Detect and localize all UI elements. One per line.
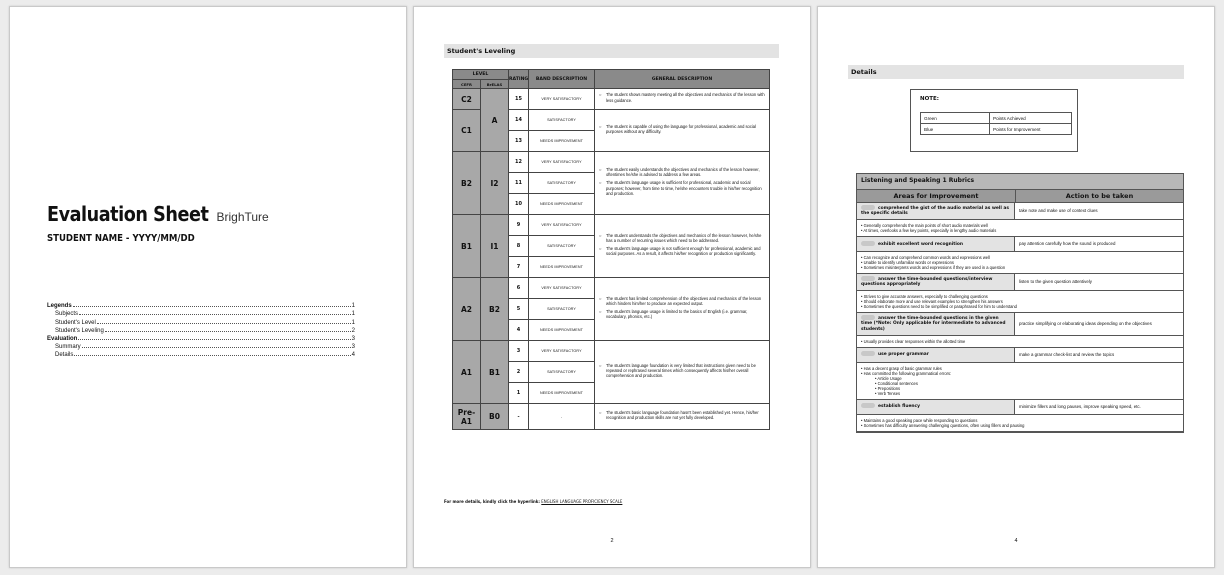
toggle-pill-icon[interactable] (861, 315, 875, 320)
toc-label: Evaluation (47, 335, 78, 342)
rubric-notes (857, 363, 1183, 400)
toggle-pill-icon[interactable] (861, 351, 875, 356)
band-description: VERY SATISFACTORY (529, 89, 595, 110)
rating-value: 7 (509, 257, 529, 278)
brighture-logo: BrighTure (216, 210, 269, 224)
toc-dot-leader (74, 355, 350, 356)
note-bullet: • Has committed the following grammatical errors: (861, 370, 952, 376)
brelas-level: A (481, 89, 509, 152)
note-text: Maintains a good speaking pace while responding to questions (863, 417, 978, 423)
sub-bullet: • Conditional sentences (875, 380, 918, 386)
toggle-pill-icon[interactable] (861, 241, 875, 246)
note-bullet: • Sometimes has difficulty answering challenging questions, often using fillers and pausing (861, 422, 1025, 428)
cefr-level: C1 (453, 110, 481, 152)
band-description: NEEDS IMPROVEMENT (529, 383, 595, 404)
general-description (595, 341, 770, 404)
rating-value: 8 (509, 236, 529, 257)
rating-value: 5 (509, 299, 529, 320)
area-label: use proper grammar (878, 352, 929, 358)
note-text: Strives to give accurate answers, especially to challenging questions (863, 293, 988, 299)
note-text: Has a decent grasp of basic grammar rules (863, 365, 942, 371)
note-title: NOTE: (920, 96, 939, 102)
toggle-pill-icon[interactable] (861, 205, 875, 210)
area-label: establish fluency (878, 404, 921, 410)
rubric-row (857, 237, 1183, 252)
toc-page-number: 3 (351, 335, 355, 342)
page-number: 2 (610, 538, 614, 544)
rating-value: 15 (509, 89, 529, 110)
toc-page-number: 1 (351, 311, 355, 318)
general-description (595, 278, 770, 341)
header-action-to-be-taken: Action to be taken (1065, 192, 1134, 200)
note-bullet: • Generally comprehends the main points of short audio materials well (861, 222, 988, 228)
document-title: Evaluation Sheet (47, 202, 209, 226)
rating-value: 14 (509, 110, 529, 131)
note-text: Usually provides clear responses within the allotted time (863, 338, 966, 344)
table-of-contents (47, 301, 355, 358)
rating-value: 4 (509, 320, 529, 341)
note-text: Unable to identify unfamiliar words or expressions (863, 259, 954, 265)
note-bullet: • Unable to identify unfamiliar words or expressions (861, 259, 954, 265)
band-description: NEEDS IMPROVEMENT (529, 257, 595, 278)
area-for-improvement (857, 400, 1015, 414)
cefr-level: C2 (453, 89, 481, 110)
header-band-description: BAND DESCRIPTION (529, 70, 595, 89)
band-description: - (529, 404, 595, 430)
note-value: Points for Improvement (990, 124, 1072, 135)
footnote (444, 500, 622, 505)
area-for-improvement (857, 348, 1015, 362)
toc-dot-leader (78, 339, 350, 340)
general-description (595, 110, 770, 152)
header-general-description: GENERAL DESCRIPTION (595, 70, 770, 89)
description-bullet: ○ The student is capable of using the language for professional, academic and social purposes without any difficulty. (599, 124, 765, 134)
brelas-level: B1 (481, 341, 509, 404)
area-for-improvement (857, 237, 1015, 251)
rubric-row (857, 400, 1183, 415)
general-description (595, 404, 770, 430)
rating-value: 1 (509, 383, 529, 404)
toc-dot-leader (97, 323, 351, 324)
toc-page-number: 3 (351, 344, 355, 351)
footnote-text: For more details, kindly click the hyperlink: (444, 500, 540, 505)
rubric-row (857, 313, 1183, 336)
note-text: Should elaborate more and use relevant examples to strengthen his answers (863, 298, 1003, 304)
toggle-pill-icon[interactable] (861, 403, 875, 408)
band-description: VERY SATISFACTORY (529, 278, 595, 299)
toc-entry[interactable] (47, 309, 355, 317)
band-description: SATISFACTORY (529, 110, 595, 131)
toc-entry[interactable] (47, 350, 355, 358)
band-description: VERY SATISFACTORY (529, 152, 595, 173)
note-bullet: • Can recognize and comprehend common words and expressions well (861, 254, 990, 260)
toc-entry[interactable] (47, 326, 355, 334)
toc-entry[interactable] (47, 317, 355, 325)
general-description (595, 215, 770, 278)
note-text: Generally comprehends the main points of short audio materials well (863, 222, 988, 228)
note-text: Sometimes misinterprets words and expressions if they are used in a question (863, 264, 1006, 270)
toc-page-number: 1 (351, 319, 355, 326)
note-bullet: • Maintains a good speaking pace while responding to questions (861, 417, 978, 423)
description-bullet: ○ The student understands the objectives and mechanics of the lesson however, he/she has a number of recurring issues which need to be addressed. (599, 233, 765, 243)
rating-value: 2 (509, 362, 529, 383)
rubric-row (857, 274, 1183, 291)
note-value: Points Achieved (990, 113, 1072, 124)
rubric-notes (857, 336, 1183, 348)
rating-value: 13 (509, 131, 529, 152)
toc-page-number: 4 (351, 352, 355, 359)
band-description: VERY SATISFACTORY (529, 215, 595, 236)
toc-dot-leader (82, 347, 351, 348)
brelas-level: I2 (481, 152, 509, 215)
note-legend-table (920, 112, 1072, 135)
cefr-level: Pre-A1 (453, 404, 481, 430)
area-label: answer the time-bounded questions in the given time (*Note: Only applicable for intermediate to advanced students) (861, 316, 1006, 332)
note-bullet: • Sometimes the questions need to be simplified or paraphrased for him to understand (861, 303, 1017, 309)
note-bullet: • Should elaborate more and use relevant examples to strengthen his answers (861, 298, 1003, 304)
description-bullet: ○ The student's language usage is not sufficient enough for professional, academic and social purposes. As a result, it affects his/her recognition or production significantly. (599, 246, 765, 256)
band-description: NEEDS IMPROVEMENT (529, 320, 595, 341)
note-text: Sometimes has difficulty answering challenging questions, often using fillers and pausing (863, 422, 1025, 428)
title-row (47, 202, 269, 226)
action-to-be-taken: take note and make use of context clues (1019, 208, 1098, 214)
sub-bullet: • Verb Tenses (875, 390, 901, 396)
note-text: At times, overlooks a few key points, especially in lengthy audio materials (863, 227, 997, 233)
band-description: NEEDS IMPROVEMENT (529, 194, 595, 215)
description-bullet: ○ The student easily understands the objectives and mechanics of the lesson however, oftentimes he/she is advised to address a few areas. (599, 167, 765, 177)
brelas-level: I1 (481, 215, 509, 278)
action-to-be-taken: make a grammar check-list and review the topics (1019, 351, 1115, 357)
proficiency-scale-link[interactable]: ENGLISH LANGUAGE PROFICIENCY SCALE (541, 500, 623, 505)
note-text: Has committed the following grammatical errors: (863, 370, 952, 376)
leveling-table (452, 69, 770, 430)
rating-value: 12 (509, 152, 529, 173)
action-to-be-taken: minimize fillers and long pauses, improve speaking speed, etc. (1019, 403, 1141, 409)
toc-page-number: 1 (351, 303, 355, 310)
general-description (595, 89, 770, 110)
rubric-notes (857, 415, 1183, 432)
note-bullet: • Strives to give accurate answers, especially to challenging questions (861, 293, 988, 299)
band-description: SATISFACTORY (529, 236, 595, 257)
toc-label: Summary (55, 344, 81, 351)
cefr-level: A1 (453, 341, 481, 404)
toc-dot-leader (73, 306, 351, 307)
header-level: LEVEL (453, 70, 509, 80)
header-brelas: BrELAS (481, 80, 509, 89)
rubric-title: Listening and Speaking 1 Rubrics (857, 174, 1183, 190)
cefr-level: A2 (453, 278, 481, 341)
toc-dot-leader (105, 331, 351, 332)
rubric-header (857, 190, 1183, 203)
description-bullet: ○ The student's language usage is limited to the basics of English (i.e. grammar, vocabulary, phonics, etc.) (599, 309, 765, 319)
rating-value: 9 (509, 215, 529, 236)
area-for-improvement (857, 274, 1015, 290)
sub-note-text: Article Usage (877, 375, 902, 381)
note-text: Can recognize and comprehend common words and expressions well (863, 254, 990, 260)
area-label: comprehend the gist of the audio material as well as the specific details (861, 206, 1010, 217)
toc-entry[interactable] (47, 334, 355, 342)
description-bullet: ○ The student shows mastery meeting all the objectives and mechanics of the lesson with less guidance. (599, 92, 765, 102)
action-to-be-taken: listen to the given question attentively (1019, 279, 1092, 285)
note-box (910, 89, 1078, 152)
band-description: SATISFACTORY (529, 173, 595, 194)
toc-label: Student's Level (55, 319, 96, 326)
note-key: Green (921, 113, 990, 124)
toc-entry[interactable] (47, 342, 355, 350)
band-description: SATISFACTORY (529, 362, 595, 383)
toc-page-number: 2 (351, 327, 355, 334)
rubric-row (857, 348, 1183, 363)
description-bullet: ○ The student has limited comprehension of the objectives and mechanics of the lesson which hinders him/her to produce an expected output. (599, 296, 765, 306)
sub-bullet: • Prepositions (875, 385, 901, 391)
note-bullet: • Usually provides clear responses within the allotted time (861, 338, 966, 344)
area-for-improvement (857, 313, 1015, 335)
rubric-notes (857, 252, 1183, 274)
area-label: exhibit excellent word recognition (878, 241, 964, 247)
header-cefr: CEFR (453, 80, 481, 89)
toc-label: Student's Leveling (55, 327, 104, 334)
band-description: VERY SATISFACTORY (529, 341, 595, 362)
band-description: NEEDS IMPROVEMENT (529, 131, 595, 152)
toc-dot-leader (79, 314, 351, 315)
page-number: 4 (1014, 538, 1018, 544)
cefr-level: B2 (453, 152, 481, 215)
rubric-notes (857, 291, 1183, 313)
area-for-improvement (857, 203, 1015, 219)
page-1 (9, 6, 407, 568)
toc-label: Legends (47, 303, 72, 310)
cefr-level: B1 (453, 215, 481, 278)
student-name-line: STUDENT NAME - YYYY/MM/DD (47, 233, 195, 244)
toc-entry[interactable] (47, 301, 355, 309)
rating-value: 3 (509, 341, 529, 362)
note-bullet: • Sometimes misinterprets words and expressions if they are used in a question (861, 264, 1006, 270)
sub-note-text: Prepositions (877, 385, 901, 391)
description-bullet: ○ The student's language foundation is very limited that instructions given need to be repeated or rephrased several times which consequently affects his/her overall comprehension and production. (599, 363, 765, 378)
note-text: Sometimes the questions need to be simplified or paraphrased for him to understand (863, 303, 1017, 309)
area-label: answer the time-bounded questions/interview questions appropriately (861, 276, 993, 288)
description-bullet: ○ The student's basic language foundation hasn't been established yet. Hence, his/her recognition and production skills are not yet fully developed. (599, 410, 765, 420)
action-to-be-taken: practice simplifying or elaborating ideas depending on the objectives (1019, 320, 1152, 326)
section-title-students-leveling: Student's Leveling (444, 44, 779, 58)
description-bullet: ○ The student's language usage is sufficient for professional, academic and social purposes; however, from time to time, he/she encounters trouble in his/her recognition and production. (599, 180, 765, 195)
brelas-level: B0 (481, 404, 509, 430)
note-bullet: • Has a decent grasp of basic grammar rules (861, 365, 942, 371)
header-areas-for-improvement: Areas for Improvement (857, 190, 1016, 202)
rating-value: 6 (509, 278, 529, 299)
rubric-notes (857, 220, 1183, 237)
brelas-level: B2 (481, 278, 509, 341)
note-key: Blue (921, 124, 990, 135)
toc-label: Details (55, 352, 74, 359)
header-rating: RATING (509, 70, 529, 89)
rubric-row (857, 203, 1183, 220)
sub-note-text: Conditional sentences (877, 380, 918, 386)
note-bullet: • At times, overlooks a few key points, especially in lengthy audio materials (861, 227, 997, 233)
rubric-table (856, 173, 1184, 433)
toggle-pill-icon[interactable] (861, 276, 875, 281)
page-4 (817, 6, 1215, 568)
rating-value: 10 (509, 194, 529, 215)
toc-label: Subjects (55, 311, 79, 318)
sub-bullet: • Article Usage (875, 375, 902, 381)
general-description (595, 152, 770, 215)
rating-value: 11 (509, 173, 529, 194)
page-2 (413, 6, 811, 568)
band-description: SATISFACTORY (529, 299, 595, 320)
section-title-details: Details (848, 65, 1184, 79)
rating-value: - (509, 404, 529, 430)
sub-note-text: Verb Tenses (877, 390, 901, 396)
action-to-be-taken: pay attention carefully how the sound is produced (1019, 241, 1116, 247)
